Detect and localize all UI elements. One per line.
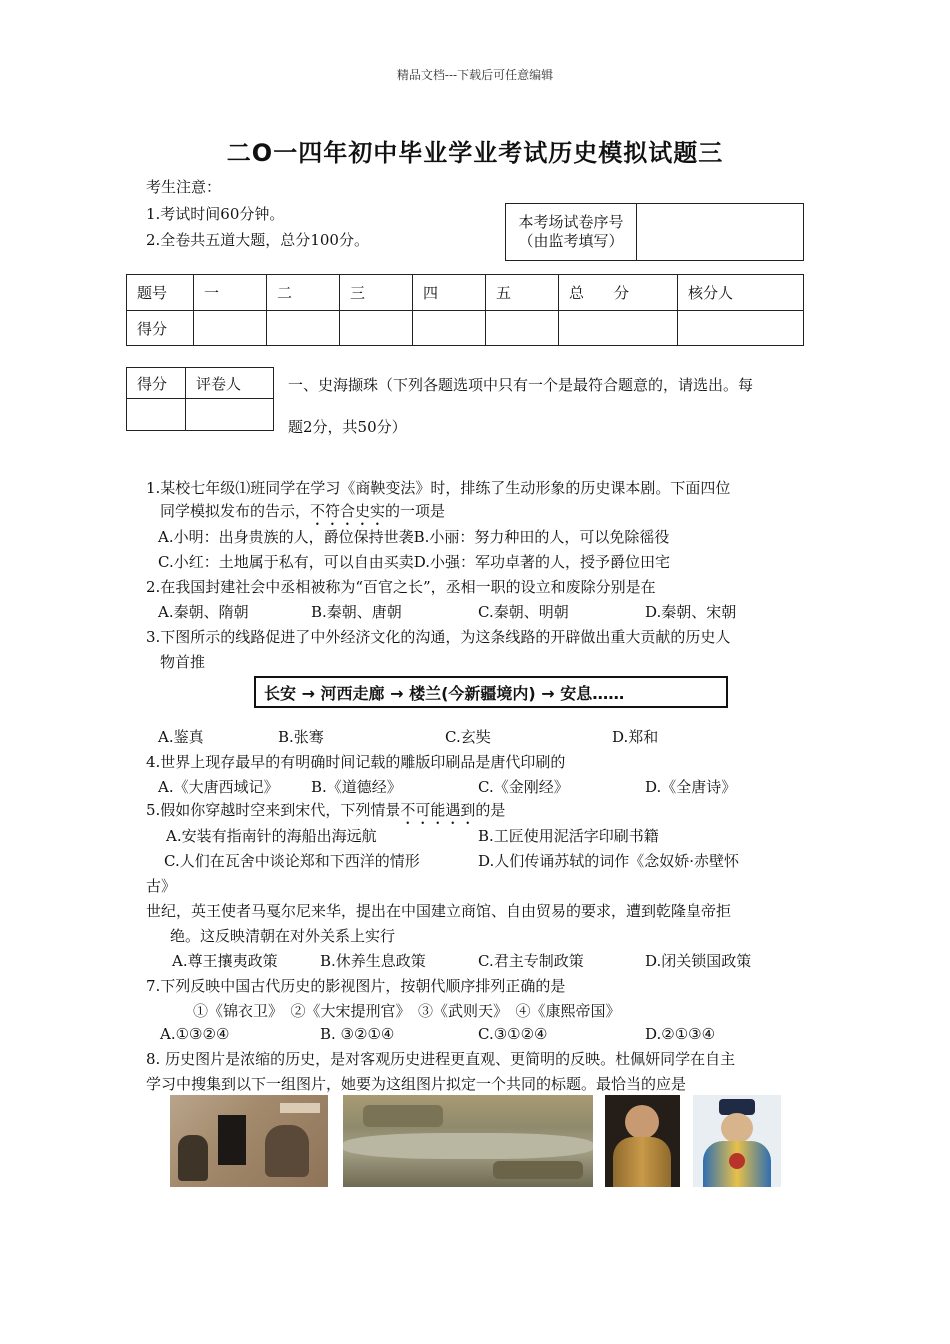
- score-row-label: 得分: [127, 311, 194, 346]
- picture-face: [625, 1105, 659, 1139]
- q4-option-c: C.《金刚经》: [478, 778, 569, 796]
- grader-table: [126, 367, 274, 431]
- q3-option-a: A.鉴真: [158, 728, 204, 746]
- serial-label: [506, 204, 637, 261]
- q6-option-c: C.君主专制政策: [478, 952, 584, 970]
- score-cell[interactable]: [486, 311, 559, 346]
- picture-dark-tablet: [218, 1115, 246, 1165]
- q1-stem-end: 的一项是: [385, 502, 446, 520]
- score-header-cell: 题号: [127, 275, 194, 311]
- q5-emphasis: 不可能遇到: [400, 801, 476, 819]
- q7-items: ①《锦衣卫》 ②《大宋提刑官》 ③《武则天》 ④《康熙帝国》: [193, 1002, 621, 1020]
- score-cell[interactable]: [340, 311, 413, 346]
- q3-option-c: C.玄奘: [445, 728, 491, 746]
- q2-stem: 2.在我国封建社会中丞相被称为“百官之长”，丞相一职的设立和废除分别是在: [146, 578, 656, 596]
- q6-stem: 世纪，英王使者马戛尔尼来华，提出在中国建立商馆、自由贸易的要求，遭到乾隆皇帝拒: [146, 902, 732, 920]
- q1-emphasis: 不符合史实: [310, 502, 386, 520]
- q8-stem-cont: 学习中搜集到以下一组图片，她要为这组图片拟定一个共同的标题。最恰当的应是: [146, 1075, 687, 1093]
- picture-robe: [613, 1137, 671, 1187]
- q1-stem-cont: [160, 500, 445, 529]
- score-header-cell: 四: [413, 275, 486, 311]
- history-picture-2: [343, 1095, 593, 1187]
- picture-river: [343, 1133, 593, 1159]
- score-cell[interactable]: [678, 311, 804, 346]
- header-note: 精品文档---下载后可任意编辑: [396, 68, 554, 82]
- q3-stem: 3.下图所示的线路促进了中外经济文化的沟通，为这条线路的开辟做出重大贡献的历史人: [146, 628, 731, 646]
- score-cell[interactable]: [413, 311, 486, 346]
- q4-option-a: A.《大唐西域记》: [158, 778, 279, 796]
- q5-option-b: B.工匠使用泥活字印刷书籍: [478, 827, 659, 845]
- q1-stem-text: 同学模拟发布的告示，: [160, 502, 311, 520]
- q5-option-a: A.安装有指南针的海船出海远航: [166, 827, 377, 845]
- grader-score-label: 得分: [127, 368, 186, 399]
- score-cell[interactable]: [267, 311, 340, 346]
- q1-stem: 1.某校七年级⑴班同学在学习《商鞅变法》时，排练了生动形象的历史课本剧。下面四位: [146, 479, 731, 497]
- grader-name-label: 评卷人: [186, 368, 274, 399]
- score-header-cell: 三: [340, 275, 413, 311]
- q1-options-ab: A.小明：出身贵族的人，爵位保持世袭B.小丽：努力种田的人，可以免除徭役: [158, 528, 670, 546]
- q2-option-d: D.秦朝、宋朝: [645, 603, 737, 621]
- q8-stem: 8. 历史图片是浓缩的历史，是对客观历史进程更直观、更简明的反映。杜佩妍同学在自主: [146, 1050, 736, 1068]
- q2-option-c: C.秦朝、明朝: [478, 603, 569, 621]
- q4-option-d: D.《全唐诗》: [645, 778, 737, 796]
- picture-buildings: [493, 1161, 583, 1179]
- picture-emblem: [729, 1153, 745, 1169]
- q5-option-d: D.人们传诵苏轼的词作《念奴娇·赤壁怀: [478, 852, 740, 870]
- q4-stem: 4.世界上现存最早的有明确时间记载的雕版印刷品是唐代印刷的: [146, 753, 566, 771]
- q3-option-d: D.郑和: [612, 728, 659, 746]
- q1-options-cd: C.小红：土地属于私有，可以自由买卖D.小强：军功卓著的人，授予爵位田宅: [158, 553, 670, 571]
- q2-option-b: B.秦朝、唐朝: [311, 603, 402, 621]
- q6-option-b: B.休养生息政策: [320, 952, 426, 970]
- q5-option-d-cont: 古》: [146, 877, 177, 895]
- picture-highlight: [280, 1103, 320, 1113]
- page-title: 二O一四年初中毕业学业考试历史模拟试题三: [226, 139, 724, 167]
- section1-line2: 题2分，共50分）: [288, 418, 407, 436]
- picture-buildings: [363, 1105, 443, 1127]
- picture-figure: [178, 1135, 208, 1181]
- q5-stem: [146, 799, 505, 828]
- q3-option-b: B.张骞: [278, 728, 324, 746]
- q7-option-d: D.②①③④: [645, 1025, 716, 1043]
- score-table: [126, 274, 804, 346]
- serial-label-line2: （由监考填写）: [518, 232, 624, 250]
- q3-stem-cont: 物首推: [160, 653, 206, 671]
- q5-option-c: C.人们在瓦舍中谈论郑和下西洋的情形: [164, 852, 420, 870]
- grader-score-cell[interactable]: [127, 399, 186, 431]
- q5-stem-text: 5.假如你穿越时空来到宋代，下列情景: [146, 801, 401, 819]
- serial-box: [505, 203, 804, 261]
- q7-option-c: C.③①②④: [478, 1025, 548, 1043]
- score-header-cell: 总 分: [559, 275, 678, 311]
- picture-figure: [265, 1125, 309, 1177]
- history-picture-1: [170, 1095, 328, 1187]
- silk-road-route-box: 长安 → 河西走廊 → 楼兰(今新疆境内) → 安息……: [254, 676, 728, 708]
- q7-option-b: B. ③②①④: [320, 1025, 395, 1043]
- score-cell[interactable]: [559, 311, 678, 346]
- score-header-cell: 核分人: [678, 275, 804, 311]
- serial-label-line1: 本考场试卷序号: [518, 213, 624, 231]
- q7-stem: 7.下列反映中国古代历史的影视图片，按朝代顺序排列正确的是: [146, 977, 566, 995]
- score-header-cell: 二: [267, 275, 340, 311]
- grader-name-cell[interactable]: [186, 399, 274, 431]
- q2-option-a: A.秦朝、隋朝: [158, 603, 249, 621]
- notes-line-2: 2.全卷共五道大题，总分100分。: [146, 231, 369, 249]
- picture-face: [721, 1113, 753, 1143]
- q5-stem-end: 的是: [475, 801, 506, 819]
- section1-line1: 一、史海撷珠（下列各题选项中只有一个是最符合题意的，请选出。每: [288, 376, 754, 394]
- notes-heading: 考生注意：: [146, 178, 222, 196]
- q6-stem-cont: 绝。这反映清朝在对外关系上实行: [170, 927, 396, 945]
- q4-option-b: B.《道德经》: [311, 778, 402, 796]
- q6-option-a: A.尊王攘夷政策: [172, 952, 278, 970]
- q6-option-d: D.闭关锁国政策: [645, 952, 752, 970]
- q7-option-a: A.①③②④: [160, 1025, 230, 1043]
- notes-line-1: 1.考试时间60分钟。: [146, 205, 285, 223]
- history-picture-4: [693, 1095, 781, 1187]
- score-header-cell: 一: [194, 275, 267, 311]
- score-header-cell: 五: [486, 275, 559, 311]
- serial-input-cell[interactable]: [637, 204, 804, 261]
- history-picture-3: [605, 1095, 680, 1187]
- score-cell[interactable]: [194, 311, 267, 346]
